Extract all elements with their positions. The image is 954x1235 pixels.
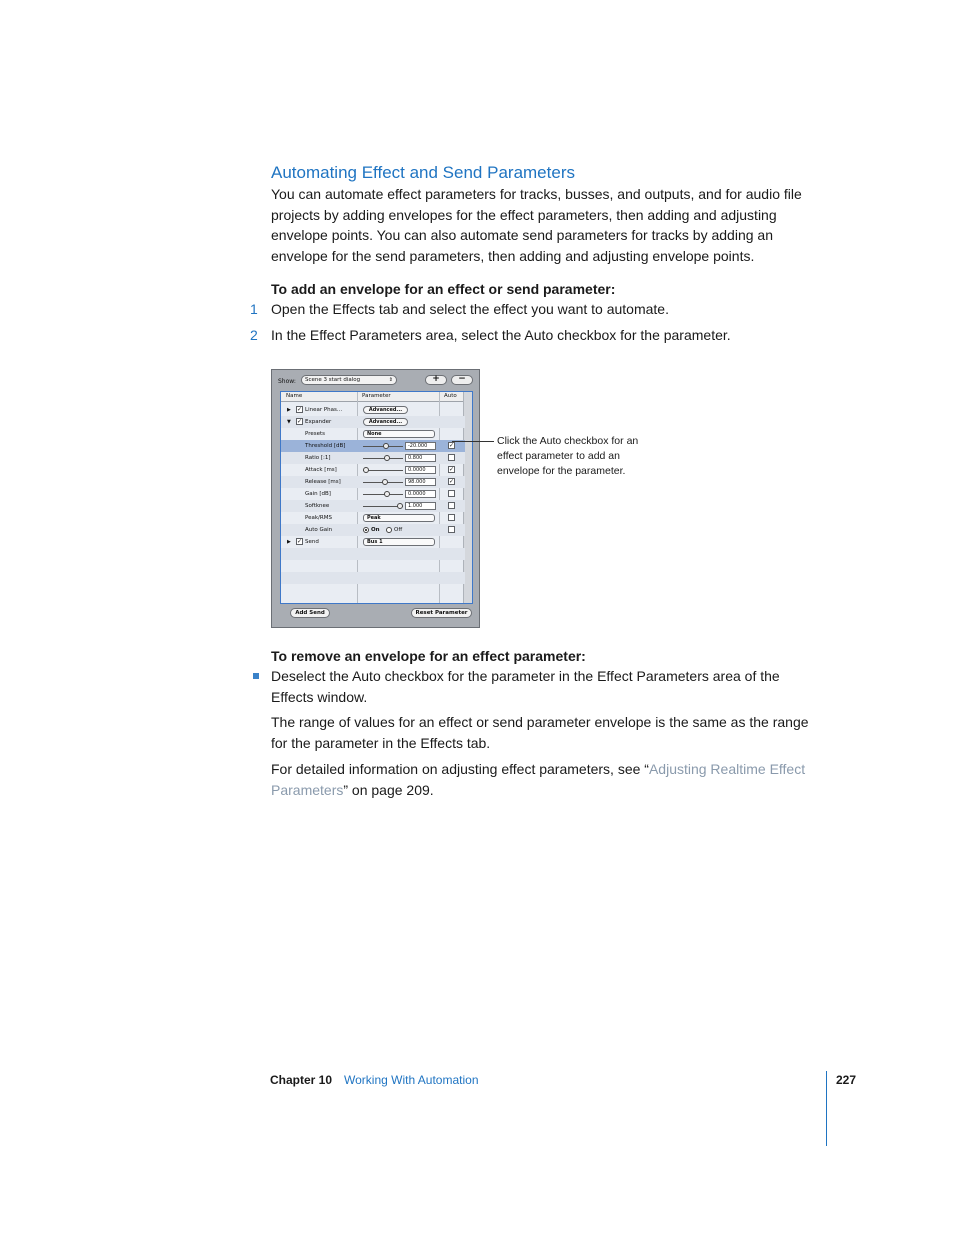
bullet-text: Deselect the Auto checkbox for the parameter in the Effect Parameters area of the Effects window. bbox=[271, 668, 780, 705]
radio-off-label: Off bbox=[394, 527, 403, 533]
row-name: Threshold [dB] bbox=[305, 443, 346, 449]
table-row[interactable] bbox=[281, 416, 465, 428]
slider-track[interactable] bbox=[363, 470, 403, 471]
value-field[interactable]: 1.000 bbox=[405, 502, 436, 510]
auto-checkbox[interactable]: ✓ bbox=[449, 478, 455, 485]
show-popup[interactable] bbox=[301, 375, 397, 385]
value-field[interactable]: 0.800 bbox=[405, 454, 436, 462]
column-parameter: Parameter bbox=[362, 393, 391, 399]
row-name: Ratio [:1] bbox=[305, 455, 331, 461]
row-name: Expander bbox=[305, 419, 332, 425]
slider-knob[interactable] bbox=[383, 443, 389, 449]
presets-popup[interactable]: None bbox=[363, 430, 435, 438]
advanced-button[interactable]: Advanced... bbox=[363, 406, 408, 414]
row-name: Gain [dB] bbox=[305, 491, 331, 497]
remove-effect-button[interactable]: − bbox=[451, 375, 473, 385]
value-field[interactable]: 0.0000 bbox=[405, 490, 436, 498]
row-name: Send bbox=[305, 539, 319, 545]
add-send-button[interactable]: Add Send bbox=[290, 608, 330, 618]
detail-paragraph bbox=[271, 759, 826, 800]
radio-on-label: On bbox=[371, 527, 380, 533]
table-header bbox=[281, 392, 465, 402]
step-number: 2 bbox=[250, 327, 258, 343]
step-text: In the Effect Parameters area, select the Auto checkbox for the parameter. bbox=[271, 327, 731, 343]
popup-arrows-icon: ⇕ bbox=[388, 377, 393, 383]
row-name: Peak/RMS bbox=[305, 515, 332, 521]
bullet-square-icon bbox=[253, 673, 259, 679]
empty-row bbox=[281, 560, 465, 572]
slider-knob[interactable] bbox=[384, 491, 390, 497]
row-name: Auto Gain bbox=[305, 527, 333, 533]
disclosure-right-icon[interactable]: ▶ bbox=[287, 539, 291, 545]
auto-checkbox[interactable] bbox=[448, 490, 455, 497]
radio-on[interactable] bbox=[363, 527, 369, 533]
table-row[interactable] bbox=[281, 464, 465, 476]
table-row[interactable] bbox=[281, 428, 465, 440]
effect-enable-checkbox[interactable]: ✓ bbox=[297, 418, 303, 425]
detail-text-before: For detailed information on adjusting effect parameters, see “ bbox=[271, 761, 649, 777]
show-label: Show: bbox=[278, 378, 296, 385]
table-row[interactable] bbox=[281, 500, 465, 512]
slider-knob[interactable] bbox=[397, 503, 403, 509]
row-name: Softknee bbox=[305, 503, 330, 509]
footer-chapter-title: Working With Automation bbox=[344, 1073, 479, 1087]
auto-checkbox[interactable] bbox=[448, 526, 455, 533]
reset-parameter-button[interactable]: Reset Parameter bbox=[411, 608, 472, 618]
slider-knob[interactable] bbox=[382, 479, 388, 485]
table-row[interactable] bbox=[281, 476, 465, 488]
detail-text-after: ” on page 209. bbox=[343, 781, 434, 798]
table-row[interactable] bbox=[281, 440, 465, 452]
range-paragraph: The range of values for an effect or send parameter envelope is the same as the range for the parameter in the Effects tab. bbox=[271, 714, 809, 751]
slider-track[interactable] bbox=[363, 458, 403, 459]
footer-chapter: Chapter 10 bbox=[270, 1073, 333, 1087]
table-row[interactable] bbox=[281, 404, 465, 416]
row-name: Presets bbox=[305, 431, 326, 437]
section-heading: Automating Effect and Send Parameters bbox=[271, 163, 575, 182]
footer-divider bbox=[826, 1071, 827, 1146]
table-row[interactable] bbox=[281, 488, 465, 500]
auto-checkbox[interactable]: ✓ bbox=[449, 466, 455, 473]
empty-row bbox=[281, 572, 465, 584]
step-number: 1 bbox=[250, 301, 258, 317]
disclosure-right-icon[interactable]: ▶ bbox=[287, 407, 291, 413]
empty-row bbox=[281, 584, 465, 596]
effect-enable-checkbox[interactable]: ✓ bbox=[297, 406, 303, 413]
parameters-table bbox=[280, 391, 473, 604]
show-popup-value: Scene 3 start dialog bbox=[305, 377, 361, 383]
empty-row bbox=[281, 548, 465, 560]
advanced-button[interactable]: Advanced... bbox=[363, 418, 408, 426]
value-field[interactable]: 98.000 bbox=[405, 478, 436, 486]
slider-knob[interactable] bbox=[384, 455, 390, 461]
row-name: Linear Phas... bbox=[305, 407, 343, 413]
auto-checkbox[interactable] bbox=[448, 454, 455, 461]
slider-track[interactable] bbox=[363, 494, 403, 495]
table-row[interactable] bbox=[281, 512, 465, 524]
callout-text: Click the Auto checkbox for an effect parameter to add an envelope for the parameter. bbox=[497, 435, 639, 477]
effect-parameters-screenshot bbox=[271, 369, 480, 628]
page-number: 227 bbox=[836, 1073, 857, 1087]
slider-knob[interactable] bbox=[363, 467, 369, 473]
auto-checkbox[interactable] bbox=[448, 502, 455, 509]
table-row[interactable] bbox=[281, 452, 465, 464]
intro-paragraph: You can automate effect parameters for tracks, busses, and outputs, and for audio file projects by adding envelopes for the effect parameters, then adding and adjusting envelope points. You can also automate send parameters for tracks by adding an envelope for the send parameters, then adding and adjusting envelope points. bbox=[271, 186, 802, 264]
disclosure-down-icon[interactable]: ▼ bbox=[287, 419, 291, 425]
auto-checkbox[interactable]: ✓ bbox=[449, 442, 455, 449]
add-procedure-title: To add an envelope for an effect or send parameter: bbox=[271, 281, 616, 297]
row-name: Attack [ms] bbox=[305, 467, 337, 473]
step-text: Open the Effects tab and select the effect you want to automate. bbox=[271, 301, 669, 317]
remove-procedure-title: To remove an envelope for an effect parameter: bbox=[271, 648, 586, 664]
add-effect-button[interactable]: + bbox=[425, 375, 447, 385]
auto-checkbox[interactable] bbox=[448, 514, 455, 521]
table-row[interactable] bbox=[281, 536, 465, 548]
peak-rms-popup[interactable]: Peak bbox=[363, 514, 435, 522]
column-name: Name bbox=[286, 393, 303, 399]
value-field[interactable]: -20.000 bbox=[405, 442, 436, 450]
row-name: Release [ms] bbox=[305, 479, 341, 485]
send-enable-checkbox[interactable]: ✓ bbox=[297, 538, 303, 545]
callout-leader-line bbox=[452, 441, 494, 442]
table-row[interactable] bbox=[281, 524, 465, 536]
value-field[interactable]: 0.0000 bbox=[405, 466, 436, 474]
cross-reference-link[interactable]: Adjusting Realtime Effect Parameters bbox=[271, 761, 806, 798]
radio-off[interactable] bbox=[386, 527, 392, 533]
send-bus-popup[interactable]: Bus 1 bbox=[363, 538, 435, 546]
column-auto: Auto bbox=[444, 393, 457, 399]
